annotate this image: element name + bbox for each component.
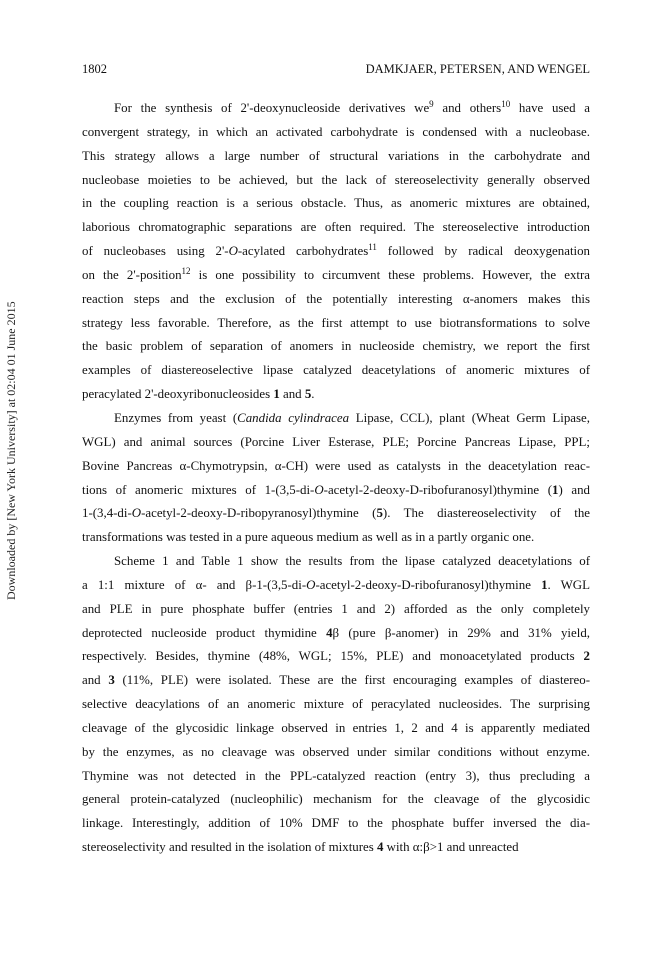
text-line: transformations was tested in a pure aqueous medium as well as in a partly organic one.	[82, 530, 535, 545]
text-line: on the 2'-position$^{12}$ is one possibility to circumvent these problems. However, the extra	[82, 265, 590, 282]
text-line: selective deacylations of an anomeric mixture of peracylated nucleosides. The surprising	[82, 697, 590, 712]
text-line: This strategy allows a large number of structural variations in the carbohydrate and	[82, 148, 590, 163]
text-line: and PLE in pure phosphate buffer (entries 1 and 2) afforded as the only completely	[82, 601, 590, 616]
text-line: general protein-catalyzed (nucleophilic) mechanism for the cleavage of the glycosidic	[82, 792, 590, 807]
text-line: tions of anomeric mixtures of 1-(3,5-di-O-acetyl-2-deoxy-D-ribofuranosyl)thymine (1) and	[82, 482, 591, 497]
text-line: nucleobase moieties to be achieved, but the lack of stereoselectivity generally observed	[82, 172, 590, 187]
text-line: of nucleobases using 2'-O-acylated carbohydrates$^{11}$ followed by radical deoxygenation	[82, 242, 590, 259]
body-text	[82, 97, 590, 860]
text-line: respectively. Besides, thymine (48%, WGL; 15%, PLE) and monoacetylated products 2	[82, 649, 590, 664]
text-line: the basic problem of separation of anomers in nucleoside chemistry, we report the first	[82, 339, 590, 354]
text-line: and 3 (11%, PLE) were isolated. These are the first encouraging examples of diastereo-	[82, 673, 590, 688]
text-line: a 1:1 mixture of α- and β-1-(3,5-di-O-acetyl-2-deoxy-D-ribofuranosyl)thymine 1. WGL	[82, 577, 590, 592]
download-margin-note	[4, 300, 18, 600]
text-line: strategy less favorable. Therefore, as the first attempt to use biotransformations to solve	[82, 315, 590, 330]
text-line: by the enzymes, as no cleavage was observed under similar conditions without enzyme.	[82, 744, 590, 759]
running-header	[82, 62, 590, 77]
text-line: For the synthesis of 2'-deoxynucleoside derivatives $we^9$ and others$^{10}$ have used a	[114, 99, 590, 115]
text-line: convergent strategy, in which an activated carbohydrate is condensed with a nucleobase.	[82, 124, 590, 139]
text-line: laborious chromatographic separations are often required. The stereoselective introduction	[82, 220, 590, 235]
text-line: in the coupling reaction is a serious obstacle. Thus, as anomeric mixtures are obtained,	[82, 196, 590, 211]
text-line: linkage. Interestingly, addition of 10% DMF to the phosphate buffer inversed the dia-	[82, 816, 590, 831]
text-line: Scheme 1 and Table 1 show the results from the lipase catalyzed deacetylations of	[114, 554, 590, 569]
running-authors: DAMKJAER, PETERSEN, AND WENGEL	[365, 62, 590, 76]
text-line: reaction steps and the exclusion of the potentially interesting α-anomers makes this	[82, 291, 590, 306]
text-line: deprotected nucleoside product thymidine 4β (pure β-anomer) in 29% and 31% yield,	[82, 625, 590, 640]
text-line: Enzymes from yeast (Candida cylindracea Lipase, CCL), plant (Wheat Germ Lipase,	[114, 410, 590, 425]
text-line: examples of diastereoselective lipase catalyzed deacetylations of anomeric mixtures of	[82, 363, 590, 378]
text-line: Bovine Pancreas α-Chymotrypsin, α-CH) were used as catalysts in the deacetylation reac-	[82, 458, 590, 473]
text-line: cleavage of the glycosidic linkage observed in entries 1, 2 and 4 is apparently mediated	[82, 720, 590, 735]
download-note-text: Downloaded by [New York University] at 02:04 01 June 2015	[4, 301, 18, 600]
paragraph	[82, 407, 590, 550]
text-line: WGL) and animal sources (Porcine Liver Esterase, PLE; Porcine Pancreas Lipase, PPL;	[82, 434, 590, 449]
text-line: Thymine was not detected in the PPL-catalyzed reaction (entry 3), thus precluding a	[82, 768, 590, 783]
text-line: stereoselectivity and resulted in the isolation of mixtures 4 with α:β>1 and unreacted	[82, 840, 519, 855]
text-line: 1-(3,4-di-O-acetyl-2-deoxy-D-ribopyranosyl)thymine (5). The diastereoselectivity of the	[82, 506, 590, 521]
text-line: peracylated 2'-deoxyribonucleosides 1 and 5.	[82, 387, 315, 402]
page-number: 1802	[82, 62, 107, 76]
paragraph	[82, 550, 590, 860]
paragraph	[82, 97, 590, 407]
